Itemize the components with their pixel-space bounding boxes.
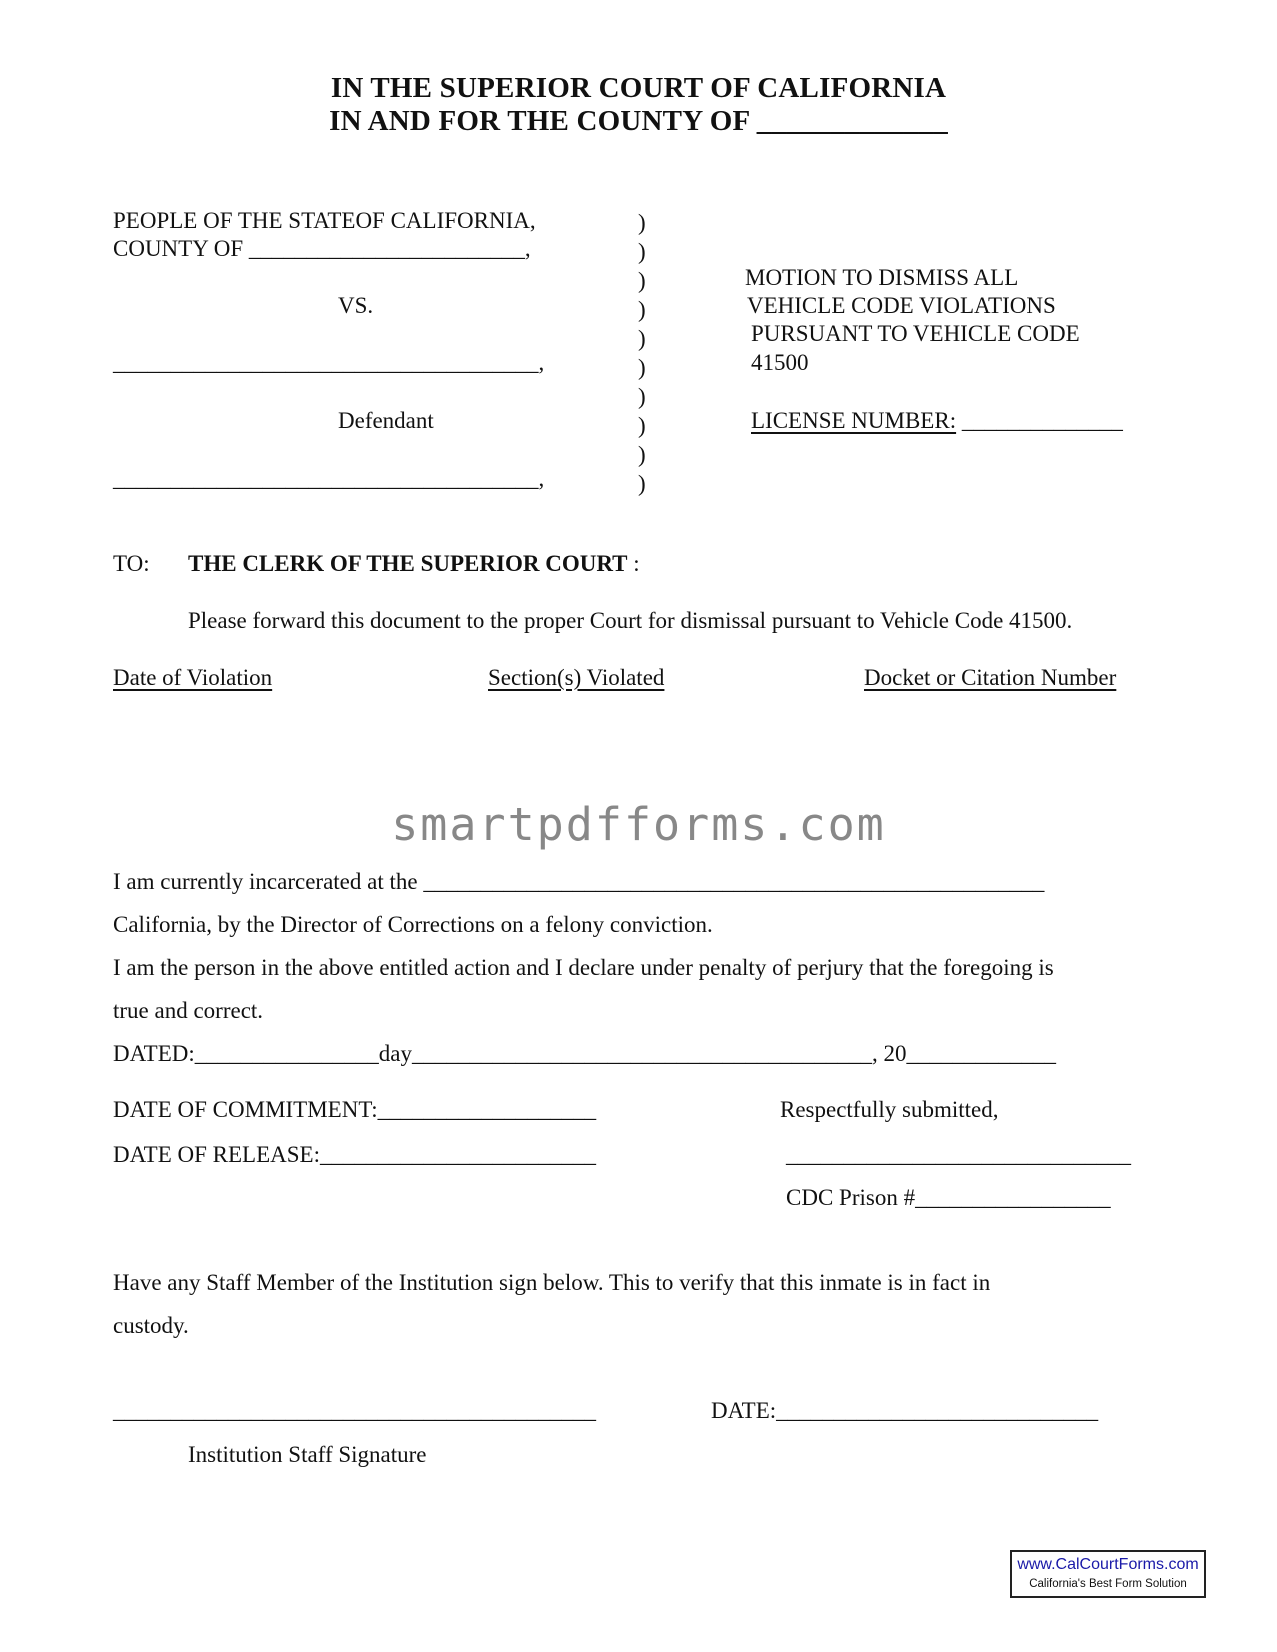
header-date-of-violation: Date of Violation	[113, 665, 273, 690]
motion-title-line3: PURSUANT TO VEHICLE CODE	[751, 321, 1080, 346]
forward-instruction: Please forward this document to the proper Court for dismissal pursuant to Vehicle Code 41500.	[188, 608, 1073, 633]
header-docket-number: Docket or Citation Number	[864, 665, 1117, 690]
clerk-title: THE CLERK OF THE SUPERIOR COURT	[188, 551, 628, 576]
calcourtforms-badge[interactable]	[1010, 1550, 1206, 1598]
staff-instruction-line2: custody.	[113, 1313, 189, 1338]
perjury-line: I am the person in the above entitled action and I declare under penalty of perjury that the foregoing is	[113, 955, 1054, 980]
paren: )	[638, 239, 646, 264]
license-blank: ______________	[956, 408, 1123, 433]
staff-date-line: DATE:____________________________	[711, 1398, 1099, 1423]
court-title-line2: IN AND FOR THE COUNTY OF _____________	[329, 105, 948, 137]
paren: )	[638, 442, 646, 467]
staff-signature-label: Institution Staff Signature	[188, 1442, 427, 1467]
dated-line: DATED:________________day________________________________________, 20_____________	[113, 1041, 1056, 1066]
motion-title-line1: MOTION TO DISMISS ALL	[745, 265, 1019, 290]
date-of-commitment: DATE OF COMMITMENT:___________________	[113, 1097, 597, 1122]
paren: )	[638, 384, 646, 409]
paren: )	[638, 297, 646, 322]
caption-defendant: Defendant	[338, 408, 434, 433]
header-sections-violated: Section(s) Violated	[488, 665, 665, 690]
clerk-colon: :	[633, 551, 640, 576]
license-number	[751, 408, 1123, 434]
to-recipient	[188, 551, 640, 577]
true-correct-line: true and correct.	[113, 998, 264, 1023]
paren: )	[638, 355, 646, 380]
caption-people: PEOPLE OF THE STATEOF CALIFORNIA,	[113, 208, 536, 233]
signature-line: ______________________________	[786, 1142, 1131, 1167]
court-title-line1: IN THE SUPERIOR COURT OF CALIFORNIA	[330, 72, 947, 104]
paren: )	[638, 268, 646, 293]
badge-tagline: California's Best Form Solution	[1029, 1578, 1187, 1590]
license-label: LICENSE NUMBER:	[751, 408, 957, 433]
motion-title-line2: VEHICLE CODE VIOLATIONS	[747, 293, 1056, 318]
paren: )	[638, 413, 646, 438]
badge-url[interactable]: www.CalCourtForms.com	[1017, 1556, 1199, 1573]
director-line: California, by the Director of Corrections on a felony conviction.	[113, 912, 713, 937]
respectfully-submitted: Respectfully submitted,	[780, 1097, 999, 1122]
staff-signature-blank: __________________________________________	[113, 1398, 596, 1423]
date-of-release: DATE OF RELEASE:________________________	[113, 1142, 596, 1167]
cdc-prison-number: CDC Prison #_________________	[786, 1185, 1111, 1210]
motion-title-line4: 41500	[751, 350, 809, 375]
caption-county: COUNTY OF ________________________,	[113, 236, 531, 261]
to-label: TO:	[113, 551, 150, 576]
paren: )	[638, 326, 646, 351]
caption-blank-line-1: _____________________________________,	[113, 350, 545, 375]
paren: )	[638, 471, 646, 496]
caption-blank-line-2: _____________________________________,	[113, 466, 545, 491]
incarcerated-line: I am currently incarcerated at the ______________________________________________________	[113, 869, 1045, 894]
staff-instruction-line1: Have any Staff Member of the Institution sign below. This to verify that this inmate is in fact in	[113, 1270, 991, 1295]
caption-parens	[638, 208, 646, 498]
watermark: smartpdfforms.com	[391, 798, 886, 851]
paren: )	[638, 210, 646, 235]
caption-vs: VS.	[338, 293, 374, 318]
